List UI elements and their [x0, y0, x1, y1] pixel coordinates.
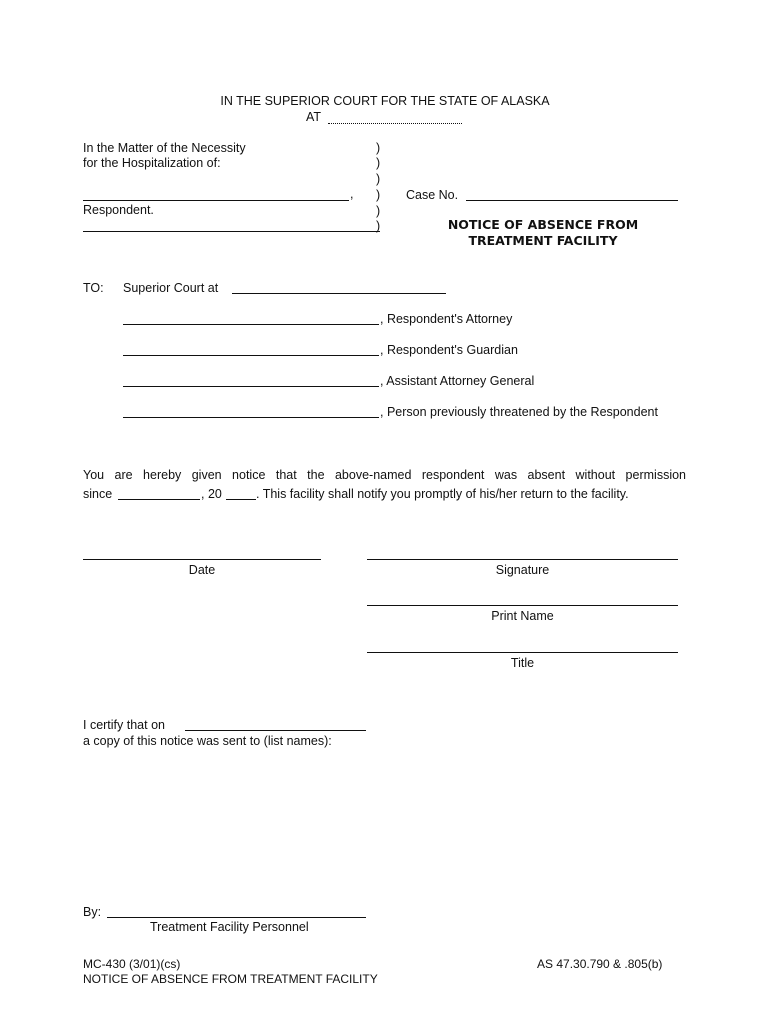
since-date-field[interactable]	[118, 499, 200, 500]
caption-paren: )	[376, 172, 381, 186]
certify-date-field[interactable]	[185, 730, 366, 731]
guardian-field[interactable]	[123, 355, 379, 356]
signature-field[interactable]	[367, 559, 678, 560]
threatened-person-field[interactable]	[123, 417, 379, 418]
personnel-label: Treatment Facility Personnel	[150, 920, 309, 934]
threatened-person-label: , Person previously threatened by the Respondent	[380, 405, 658, 419]
comma: ,	[350, 187, 354, 201]
case-no-label: Case No.	[406, 188, 459, 202]
at-label: AT	[306, 110, 322, 124]
notice-body-line-1	[83, 468, 686, 482]
respondent-name-field[interactable]	[83, 200, 349, 201]
signature-label: Signature	[495, 563, 550, 577]
notice-title-line-1: NOTICE OF ABSENCE FROM	[447, 217, 639, 232]
caption-paren: )	[376, 188, 381, 202]
personnel-signature-field[interactable]	[107, 917, 366, 918]
to-label: TO:	[83, 281, 104, 295]
attorney-label: , Respondent's Attorney	[380, 312, 513, 326]
caption-bottom-line	[83, 231, 380, 232]
superior-court-field[interactable]	[232, 293, 446, 294]
case-no-field[interactable]	[466, 200, 678, 201]
aag-label: , Assistant Attorney General	[380, 374, 535, 388]
form-title-footer: NOTICE OF ABSENCE FROM TREATMENT FACILITY	[83, 972, 378, 986]
aag-field[interactable]	[123, 386, 379, 387]
copy-sent-text: a copy of this notice was sent to (list names):	[83, 734, 332, 748]
by-label: By:	[83, 905, 102, 919]
court-line: IN THE SUPERIOR COURT FOR THE STATE OF ALASKA	[220, 94, 550, 108]
year-prefix: , 20	[201, 487, 222, 501]
date-field[interactable]	[83, 559, 321, 560]
superior-court-label: Superior Court at	[123, 281, 219, 295]
court-heading	[0, 94, 770, 108]
attorney-field[interactable]	[123, 324, 379, 325]
year-field[interactable]	[226, 499, 256, 500]
print-name-label: Print Name	[491, 609, 554, 623]
form-number: MC-430 (3/01)(cs)	[83, 957, 181, 971]
notice-body-line-2: . This facility shall notify you promptly of his/her return to the facility.	[256, 487, 629, 501]
print-name-field[interactable]	[367, 605, 678, 606]
notice-body-text: You are hereby given notice that the above-named respondent was absent without permission	[83, 468, 686, 482]
since-label: since	[83, 487, 113, 501]
title-label: Title	[510, 656, 535, 670]
caption-paren: )	[376, 219, 381, 233]
caption-paren: )	[376, 156, 381, 170]
caption-paren: )	[376, 204, 381, 218]
respondent-label: Respondent.	[83, 203, 154, 217]
statute-reference: AS 47.30.790 & .805(b)	[537, 957, 663, 971]
matter-line-1: In the Matter of the Necessity	[83, 141, 246, 155]
notice-title	[418, 217, 668, 249]
title-field[interactable]	[367, 652, 678, 653]
certify-label: I certify that on	[83, 718, 165, 732]
caption-paren: )	[376, 141, 381, 155]
guardian-label: , Respondent's Guardian	[380, 343, 518, 357]
venue-field[interactable]	[328, 123, 462, 124]
notice-title-line-2: TREATMENT FACILITY	[468, 233, 618, 248]
date-label: Date	[188, 563, 216, 577]
matter-line-2: for the Hospitalization of:	[83, 156, 221, 170]
